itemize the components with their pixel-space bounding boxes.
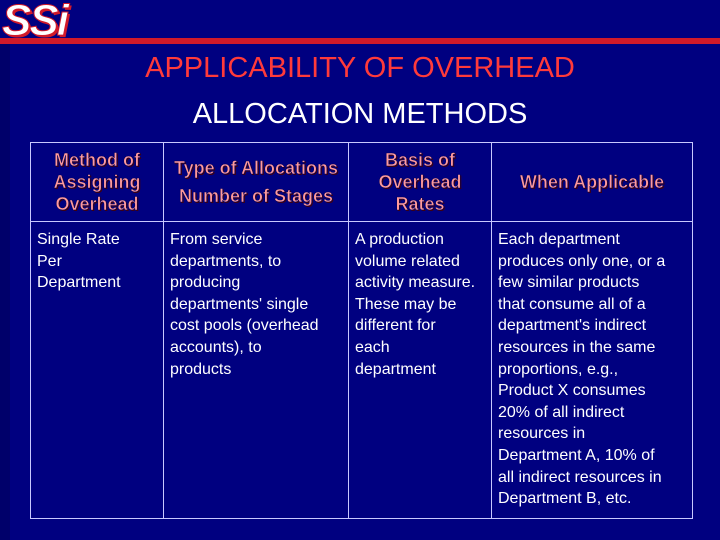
- cell-line: different for: [355, 317, 436, 335]
- header-method-line: Assigning: [53, 172, 141, 192]
- cell-line: Department A, 10% of: [498, 446, 655, 464]
- slide-title-line-1: [0, 52, 720, 85]
- cell-type: [164, 222, 349, 519]
- header-basis: [349, 143, 492, 222]
- cell-line: These may be: [355, 295, 457, 313]
- header-type: [164, 143, 349, 222]
- cell-line: department's indirect: [498, 317, 647, 335]
- header-method-line: Method of: [54, 150, 140, 170]
- header-method-line: Overhead: [55, 194, 139, 214]
- title-line-1-text: APPLICABILITY OF OVERHEAD: [145, 52, 575, 84]
- cell-line: 20% of all indirect: [498, 403, 625, 421]
- cell-line: Each department: [498, 231, 620, 248]
- header-basis-line: Overhead: [378, 172, 462, 192]
- cell-line: Department B, etc.: [498, 490, 632, 508]
- ssi-logo: [2, 0, 67, 45]
- logo-text: SSi: [2, 0, 67, 45]
- cell-line: Single Rate: [37, 231, 120, 248]
- cell-when: [492, 222, 693, 519]
- cell-line: volume related: [355, 252, 460, 270]
- cell-method: [31, 222, 164, 519]
- header-basis-line: Rates: [395, 194, 445, 214]
- cell-line: Product X consumes: [498, 382, 646, 400]
- cell-line: each: [355, 338, 390, 356]
- header-type-line: Number of Stages: [178, 186, 334, 206]
- cell-basis: [349, 222, 492, 519]
- cell-line: producing: [170, 274, 241, 292]
- table-row: [31, 222, 693, 519]
- header-basis-line: Basis of: [384, 150, 456, 170]
- cell-line: proportions, e.g.,: [498, 360, 619, 378]
- cell-line: products: [170, 360, 232, 378]
- header-type-line: Type of Allocations: [173, 158, 338, 178]
- cell-line: activity measure.: [355, 274, 476, 292]
- header-when-line: When Applicable: [519, 172, 665, 192]
- cell-line: cost pools (overhead: [170, 317, 319, 335]
- cell-line: produces only one, or a: [498, 252, 666, 270]
- cell-line: A production: [355, 231, 444, 248]
- cell-line: Department: [37, 274, 121, 292]
- cell-line: all indirect resources in: [498, 468, 662, 486]
- cell-line: From service: [170, 231, 263, 248]
- cell-line: accounts), to: [170, 338, 262, 356]
- cell-line: Per: [37, 252, 62, 270]
- header-rule: [0, 38, 720, 44]
- cell-line: resources in the same: [498, 338, 656, 356]
- cell-line: resources in: [498, 425, 586, 443]
- applicability-table: [30, 142, 693, 519]
- slide-title-line-2: ALLOCATION METHODS: [192, 98, 528, 130]
- cell-line: department: [355, 360, 436, 378]
- cell-line: few similar products: [498, 274, 640, 292]
- cell-line: departments' single: [170, 295, 309, 313]
- header-when: [492, 143, 693, 222]
- header-method: [31, 143, 164, 222]
- cell-line: departments, to: [170, 252, 282, 270]
- cell-line: that consume all of a: [498, 295, 646, 313]
- table-header-row: [31, 143, 693, 222]
